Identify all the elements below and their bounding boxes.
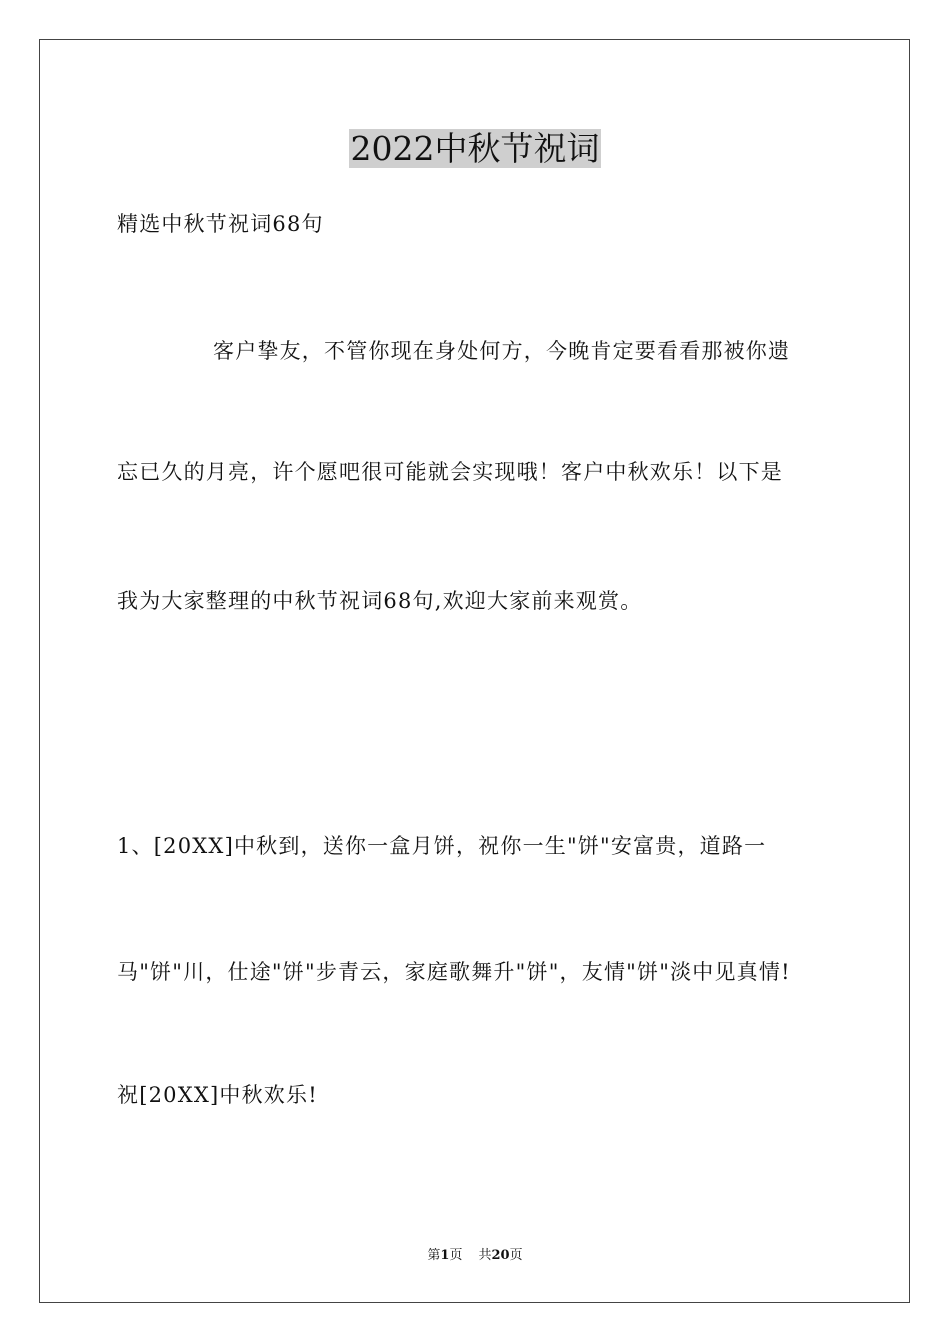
page-footer — [0, 1247, 950, 1265]
wish-line-1: 1、[20XX]中秋到，送你一盒月饼，祝你一生"饼"安富贵，道路一 — [117, 834, 767, 858]
footer-page-prefix: 第 — [427, 1248, 441, 1263]
paragraph-line-2: 忘已久的月亮，许个愿吧很可能就会实现哦！客户中秋欢乐！以下是 — [117, 460, 783, 484]
footer-page-total: 20 — [491, 1248, 510, 1263]
footer-total-prefix: 共 — [478, 1248, 492, 1263]
footer-total-suffix: 页 — [509, 1248, 523, 1263]
wish-line-2: 马"饼"川，仕途"饼"步青云，家庭歌舞升"饼"，友情"饼"淡中见真情! — [117, 960, 791, 984]
document-title — [0, 127, 950, 171]
wish-line-3: 祝[20XX]中秋欢乐! — [117, 1083, 318, 1107]
footer-page-current: 1 — [440, 1248, 450, 1263]
paragraph-line-1: 客户挚友，不管你现在身处何方，今晚肯定要看看那被你遗 — [213, 339, 791, 363]
footer-page-suffix: 页 — [449, 1248, 463, 1263]
paragraph-line-3: 我为大家整理的中秋节祝词68句,欢迎大家前来观赏。 — [117, 589, 643, 613]
title-text: 2022中秋节祝词 — [350, 129, 600, 168]
subtitle-line: 精选中秋节祝词68句 — [117, 212, 324, 236]
